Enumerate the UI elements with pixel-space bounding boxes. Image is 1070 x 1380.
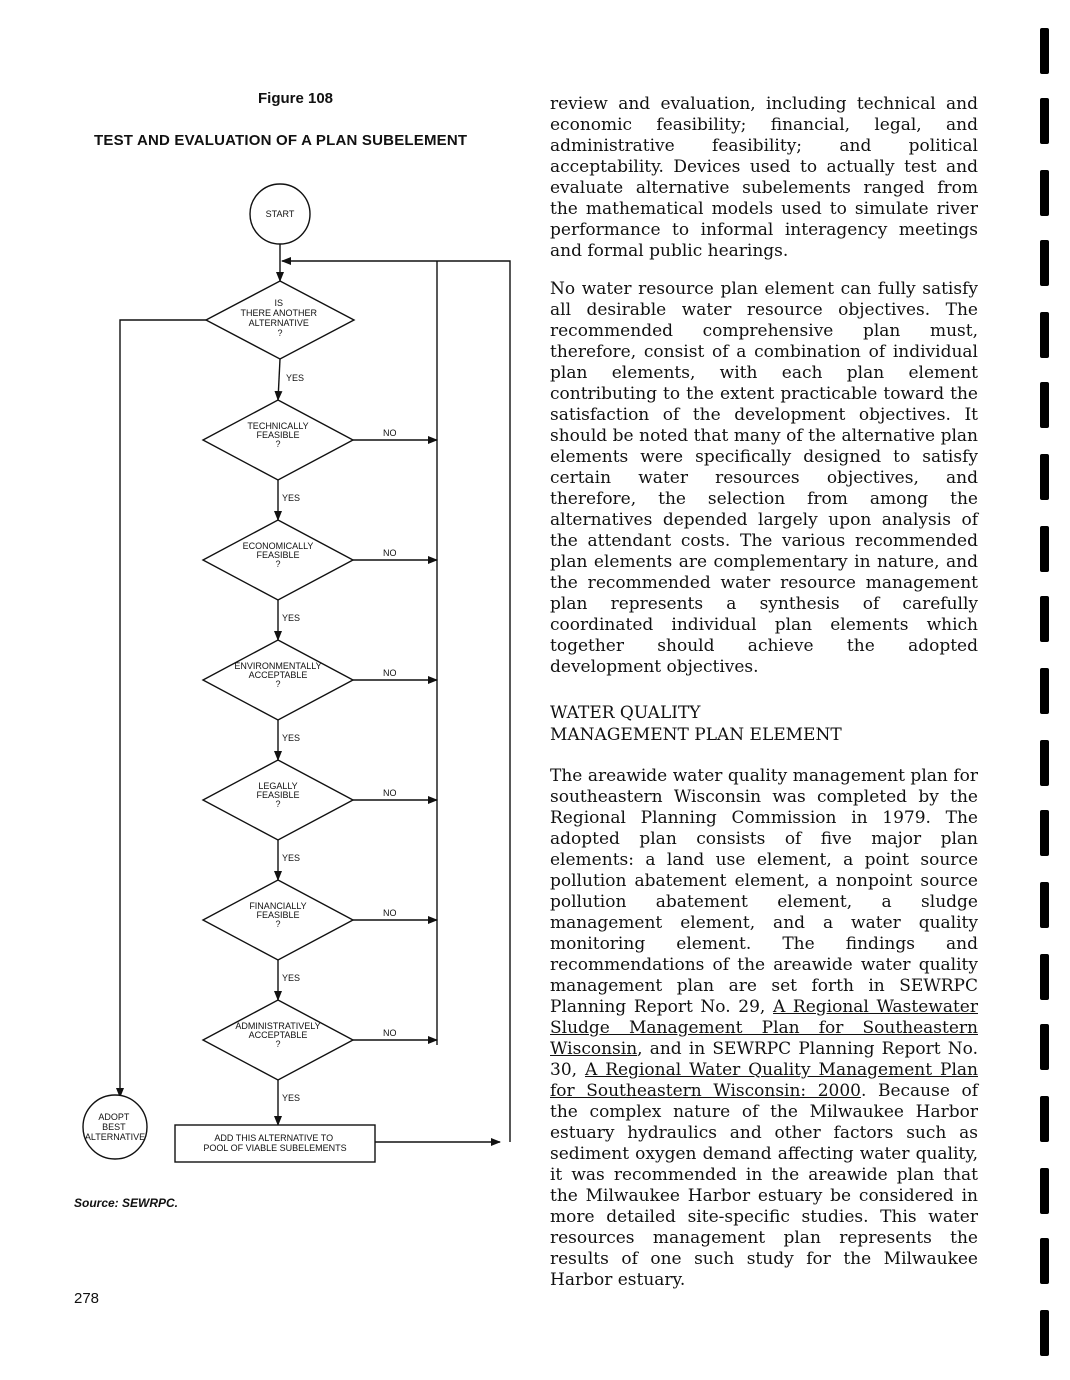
paragraph-1: review and evaluation, including technical and economic feasibility; financial, legal, and administrative feasibility; and political acceptability. Devices used to actually test and evaluate alternative subelements ranged from the mathematical models used to simulate river performance to informal interagency meetings and formal public hearings. xyxy=(550,94,978,261)
edge-scan-mark xyxy=(1040,668,1049,714)
no-label: NO xyxy=(383,1028,397,1038)
edge-scan-mark xyxy=(1040,1024,1049,1070)
no-label: NO xyxy=(383,548,397,558)
edge-scan-mark xyxy=(1040,526,1049,572)
another-line-4: ? xyxy=(277,328,283,338)
decision-line: ? xyxy=(275,439,281,449)
yes-connector xyxy=(278,359,280,400)
edge-scan-mark xyxy=(1040,240,1049,286)
edge-scan-mark xyxy=(1040,28,1049,74)
figure-title: TEST AND EVALUATION OF A PLAN SUBELEMENT xyxy=(94,132,468,149)
decision-line: ? xyxy=(275,799,281,809)
edge-scan-mark xyxy=(1040,596,1049,642)
decision-question xyxy=(203,760,353,840)
paragraph-3 xyxy=(550,766,978,1291)
decision-line: ENVIRONMENTALLY xyxy=(234,661,322,671)
another-line-1: IS xyxy=(274,298,283,308)
add-box-line-2: POOL OF VIABLE SUBELEMENTS xyxy=(203,1143,347,1153)
decision-another-alternative xyxy=(206,281,354,359)
decision-line: ADMINISTRATIVELY xyxy=(235,1021,321,1031)
edge-scan-mark xyxy=(1040,740,1049,786)
decision-line: ACCEPTABLE xyxy=(248,1030,308,1040)
report-29-title: A Regional Wastewater Sludge Management Plan for Southeastern Wisconsin xyxy=(550,997,978,1059)
edge-scan-mark xyxy=(1040,312,1049,358)
decision-question xyxy=(203,640,353,720)
no-label: NO xyxy=(383,788,397,798)
paragraph-3-part-a: The areawide water quality management plan for southeastern Wisconsin was completed by the Regional Planning Commission in 1979. The adopted plan consists of five major plan elements: a land use element, a point source pollution abatement element, a nonpoint source pollution abatement element, a sludge management element, and a water quality monitoring element. The findings and recommendations of the areawide water quality management plan are set forth in SEWRPC Planning Report No. 29, xyxy=(550,766,978,1017)
decision-line: ECONOMICALLY xyxy=(242,541,314,551)
yes-label: YES xyxy=(282,613,301,623)
paragraph-3-part-c: . Because of the complex nature of the Milwaukee Harbor estuary hydraulics and other factors such as sediment oxygen demand affecting water quality, it was recommended in the areawide plan that the Milwaukee Harbor estuary be considered in more detailed site-specific studies. This water resources management plan represents the results of one such study for the Milwaukee Harbor estuary. xyxy=(550,1081,978,1290)
svg-text:ADD THIS ALTERNATIVE TO xyxy=(203,1133,346,1153)
yes-label: YES xyxy=(282,733,301,743)
add-alternative-box xyxy=(175,1125,375,1162)
start-node xyxy=(250,184,310,244)
decision-line: FINANCIALLY xyxy=(249,901,307,911)
no-label: NO xyxy=(383,428,397,438)
adopt-node xyxy=(83,1095,147,1159)
edge-scan-mark xyxy=(1040,954,1049,1000)
adopt-line-3: ALTERNATIVE xyxy=(84,1132,146,1142)
edge-scan-mark xyxy=(1040,1238,1049,1284)
decision-line: FEASIBLE xyxy=(256,550,300,560)
yes-label: YES xyxy=(282,493,301,503)
add-box-line-1: ADD THIS ALTERNATIVE TO xyxy=(214,1133,334,1143)
section-heading xyxy=(550,702,978,746)
edge-scan-mark xyxy=(1040,98,1049,144)
adopt-line-1: ADOPT xyxy=(98,1112,130,1122)
decision-line: TECHNICALLY xyxy=(247,421,309,431)
decision-line: FEASIBLE xyxy=(256,790,300,800)
no-label: NO xyxy=(383,668,397,678)
heading-line-1: WATER QUALITY xyxy=(550,703,701,723)
decision-line: ? xyxy=(275,559,281,569)
adopt-line-2: BEST xyxy=(102,1122,126,1132)
edge-scan-mark xyxy=(1040,882,1049,928)
decision-question xyxy=(203,400,353,480)
decision-line: ? xyxy=(275,679,281,689)
edge-scan-mark xyxy=(1040,1096,1049,1142)
decision-line: FEASIBLE xyxy=(256,430,300,440)
decision-question xyxy=(203,1000,353,1080)
decision-question xyxy=(203,880,353,960)
paragraph-2: No water resource plan element can fully satisfy all desirable water resource objectives. The recommended comprehensive plan must, therefore, consist of a combination of individual plan elements, with each plan element contributing to the extent practicable toward the satisfaction of the development objectives. It should be noted that many of the alternative plan elements were specifically designed to satisfy certain water resources objectives, and therefore, the selection from among the alternatives depended largely upon analysis of the attendant costs. The various recommended plan elements are complementary in nature, and the recommended water resource management plan represents a synthesis of carefully coordinated individual plan elements which together should achieve the adopted development objectives. xyxy=(550,279,978,677)
no-label: NO xyxy=(383,908,397,918)
loop-back-line xyxy=(282,261,510,1142)
no-branch-to-adopt xyxy=(120,320,206,1097)
edge-scan-mark xyxy=(1040,170,1049,216)
body-text-column xyxy=(550,94,978,1308)
yes-label: YES xyxy=(282,1093,301,1103)
decision-line: ACCEPTABLE xyxy=(248,670,308,680)
yes-label: YES xyxy=(286,373,305,383)
start-label: START xyxy=(265,209,295,219)
page-number: 278 xyxy=(74,1290,100,1307)
figure-source: Source: SEWRPC. xyxy=(74,1196,179,1210)
edge-scan-mark xyxy=(1040,454,1049,500)
flowchart xyxy=(0,0,540,1200)
edge-scan-mark xyxy=(1040,1168,1049,1214)
yes-label: YES xyxy=(282,973,301,983)
yes-label: YES xyxy=(282,853,301,863)
decision-group xyxy=(203,359,437,1125)
another-line-2: THERE ANOTHER xyxy=(240,308,317,318)
paragraph-3-part-b: , and in SEWRPC Planning Report No. 30, xyxy=(550,1039,978,1080)
edge-scan-mark xyxy=(1040,1310,1049,1356)
edge-scan-mark xyxy=(1040,810,1049,856)
decision-line: LEGALLY xyxy=(258,781,298,791)
decision-line: FEASIBLE xyxy=(256,910,300,920)
decision-line: ? xyxy=(275,1039,281,1049)
edge-scan-mark xyxy=(1040,382,1049,428)
decision-line: ? xyxy=(275,919,281,929)
figure-label: Figure 108 xyxy=(258,90,334,107)
decision-question xyxy=(203,520,353,600)
another-line-3: ALTERNATIVE xyxy=(248,318,309,328)
heading-line-2: MANAGEMENT PLAN ELEMENT xyxy=(550,725,842,745)
report-30-title: A Regional Water Quality Management Plan for Southeastern Wisconsin: 2000 xyxy=(550,1060,978,1101)
